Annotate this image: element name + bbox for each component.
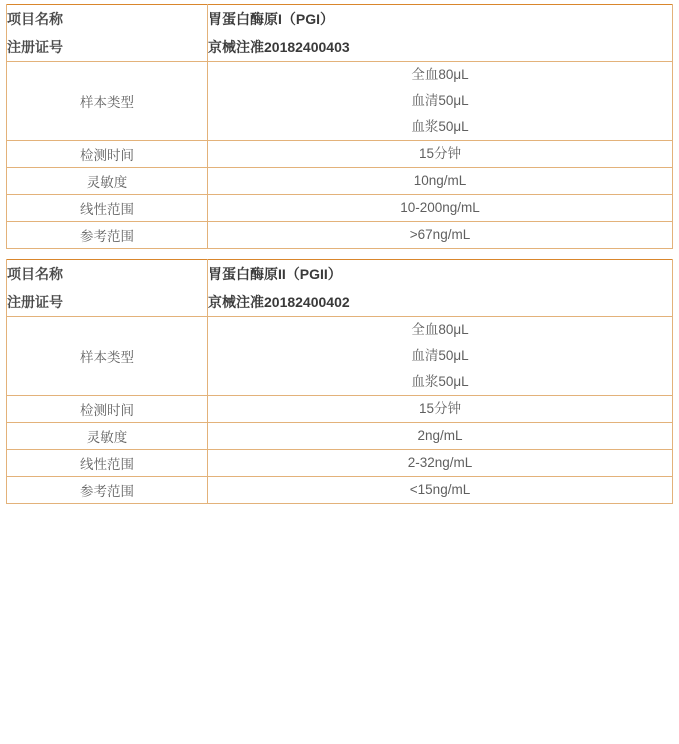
spec-table-pgii [6,259,673,504]
table-row [7,141,673,168]
row-label: 样本类型 [7,317,208,396]
header-label-line2: 注册证号 [7,39,63,55]
table-header-row [7,260,673,317]
row-label: 参考范围 [7,477,208,504]
row-label: 参考范围 [7,222,208,249]
header-label-cell [7,260,208,317]
row-label: 检测时间 [7,396,208,423]
table-header-row [7,5,673,62]
row-value: 2ng/mL [208,423,673,450]
row-label: 检测时间 [7,141,208,168]
header-value-cell [208,5,673,62]
row-value-line: 血清50μL [411,93,469,108]
table-row [7,62,673,141]
row-value: >67ng/mL [208,222,673,249]
spec-table-pgi [6,4,673,249]
row-label: 线性范围 [7,195,208,222]
row-value-line: 全血80μL [411,322,469,337]
table-row [7,396,673,423]
row-value-line: 血浆50μL [411,119,469,134]
header-label-line1: 项目名称 [7,11,63,27]
table-row [7,195,673,222]
row-value [208,317,673,396]
row-label: 灵敏度 [7,423,208,450]
header-value-line1: 胃蛋白酶原II（PGII） [208,266,342,282]
header-label-cell [7,5,208,62]
header-value-line2: 京械注准20182400403 [208,39,350,55]
header-value-line2: 京械注准20182400402 [208,294,350,310]
row-value: 15分钟 [208,396,673,423]
row-value: 10-200ng/mL [208,195,673,222]
row-value-line: 全血80μL [411,67,469,82]
header-value-line1: 胃蛋白酶原I（PGI） [208,11,335,27]
row-value [208,62,673,141]
row-value: 10ng/mL [208,168,673,195]
row-value: 2-32ng/mL [208,450,673,477]
row-value-line: 血浆50μL [411,374,469,389]
row-label: 样本类型 [7,62,208,141]
table-row [7,423,673,450]
row-label: 线性范围 [7,450,208,477]
row-value: <15ng/mL [208,477,673,504]
row-value-line: 血清50μL [411,348,469,363]
row-label: 灵敏度 [7,168,208,195]
table-row [7,222,673,249]
header-label-line1: 项目名称 [7,266,63,282]
table-row [7,477,673,504]
table-row [7,317,673,396]
table-row [7,168,673,195]
header-value-cell [208,260,673,317]
table-row [7,450,673,477]
row-value: 15分钟 [208,141,673,168]
header-label-line2: 注册证号 [7,294,63,310]
